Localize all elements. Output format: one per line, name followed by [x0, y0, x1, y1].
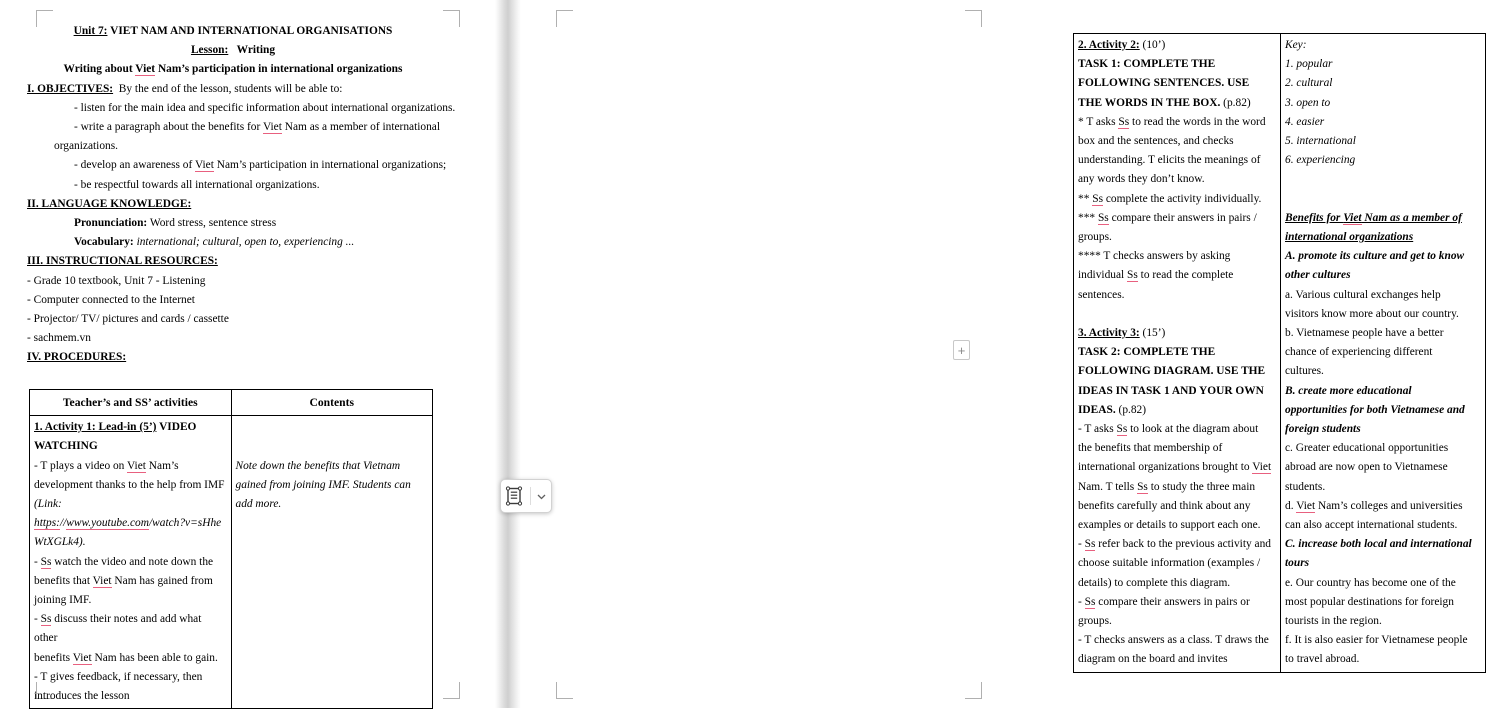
spellcheck-url-2: www.youtube.com [66, 517, 149, 530]
layout-options-widget[interactable] [500, 479, 552, 513]
spellcheck-viet-3: Viet [194, 159, 214, 172]
activity3-line-8: choose suitable information (examples / [1078, 557, 1261, 570]
activity2-line-10: sentences. [1078, 288, 1125, 301]
crop-mark-bottom-right-2 [965, 682, 982, 699]
objective-item-4: - be respectful towards all international organizations. [74, 178, 320, 191]
title3-part-c: Nam’s participation in international organizations [155, 63, 403, 76]
lesson-procedures-table-left[interactable] [29, 389, 433, 709]
task2-heading-line-1: TASK 2: COMPLETE THE [1078, 346, 1216, 359]
spellcheck-viet-9: Viet [1296, 499, 1316, 512]
spellcheck-ss-7: Ss [1116, 423, 1128, 436]
contents-line-2: gained from joining IMF. Students can [235, 478, 411, 491]
benefit-b-label-line-1: B. create more educational [1285, 384, 1412, 397]
title3-part-a: Writing about [63, 63, 136, 76]
activity1-line-2: development thanks to the help from IMF [34, 478, 225, 491]
objective-item-3: - develop an awareness of Viet Nam’s participation in international organizations; [74, 159, 447, 172]
page-break-gap [495, 0, 521, 708]
activity2-title [1078, 36, 1276, 55]
activity1-line-8: joining IMF. [34, 594, 92, 607]
benefit-b-label-line-2: opportunities for both Vietnamese and [1285, 403, 1465, 416]
activity1-title [34, 418, 227, 437]
resource-item-2: - Computer connected to the Internet [27, 293, 195, 306]
task2-heading-line-4 [1078, 401, 1276, 420]
spellcheck-ss-2: Ss [40, 613, 52, 626]
activity3-line-7: - Ss refer back to the previous activity and [1078, 538, 1271, 551]
document-page-left [0, 0, 495, 708]
task1-heading-line-1: TASK 1: COMPLETE THE [1078, 58, 1216, 71]
document-title-line-2 [27, 41, 439, 60]
objective-item-2: - write a paragraph about the benefits for Viet Nam as a member of international [74, 121, 441, 134]
spellcheck-viet-5: Viet [92, 574, 112, 587]
spellcheck-ss-3: Ss [1118, 115, 1130, 128]
task2-heading-line-2: FOLLOWING DIAGRAM. USE THE [1078, 365, 1266, 378]
procedures-heading: IV. PROCEDURES: [27, 351, 127, 364]
task2-heading-line-3: IDEAS IN TASK 1 AND YOUR OWN [1078, 384, 1264, 397]
activity3-line-4: Nam. T tells Ss to study the three main [1078, 480, 1256, 493]
activity1-video-link[interactable]: https://www.youtube.com/watch?v=sHhe [34, 517, 222, 530]
crop-mark-top-left-2 [556, 10, 573, 27]
task2-heading-line-4-bold: IDEAS. [1078, 403, 1116, 416]
spellcheck-ss-6: Ss [1127, 269, 1138, 282]
activity3-line-10: - Ss compare their answers in pairs or [1078, 595, 1250, 608]
benefits-heading-line-2: international organizations [1285, 231, 1414, 243]
document-page-right [521, 0, 1472, 708]
benefit-c-label-line-2: tours [1285, 557, 1310, 570]
document-unit-label: Unit 7: [73, 25, 108, 37]
activity3-line-11: groups. [1078, 615, 1112, 628]
activity3-line-13: diagram on the board and invites [1078, 653, 1228, 666]
crop-mark-bottom-right [443, 682, 460, 699]
resource-item-3: - Projector/ TV/ pictures and cards / cassette [27, 313, 229, 326]
pronunciation-value: Word stress, sentence stress [149, 217, 277, 230]
activity2-line-7: groups. [1078, 231, 1112, 244]
activity2-line-8: **** T checks answers by asking [1078, 250, 1231, 263]
key-answer-5: 5. international [1285, 135, 1356, 148]
activity1-title-underlined: 1. Activity 1: Lead-in (5’) [34, 421, 157, 434]
benefit-a-detail-1: a. Various cultural exchanges help [1285, 288, 1441, 301]
benefit-a-label-line-1: A. promote its culture and get to know [1285, 250, 1465, 263]
task2-page-ref: (p.82) [1115, 403, 1147, 416]
spellcheck-ss-8: Ss [1137, 480, 1148, 493]
benefit-b-label-line-3: foreign students [1285, 423, 1361, 436]
activity2-3-cell[interactable] [1074, 34, 1281, 673]
vocabulary-row [27, 233, 439, 252]
spellcheck-ss-1: Ss [40, 555, 52, 568]
chevron-down-icon[interactable] [536, 491, 549, 502]
lesson-plan-header-block [27, 22, 456, 368]
benefit-b-detail-5: can also accept international students. [1285, 519, 1458, 532]
table-header-row [30, 390, 433, 416]
spellcheck-viet-7: Viet [1252, 461, 1272, 474]
activity2-line-3: understanding. T elicits the meanings of [1078, 154, 1261, 167]
benefit-a-detail-5: cultures. [1285, 365, 1324, 378]
task1-page-ref: (p.82) [1220, 96, 1251, 109]
vocabulary-label: Vocabulary: [74, 236, 134, 249]
activity2-title-rest: (10’) [1139, 39, 1166, 51]
key-answer-6: 6. experiencing [1285, 154, 1356, 167]
benefit-a-detail-4: chance of experiencing different [1285, 346, 1433, 359]
column-header-activities: Teacher’s and SS’ activities [30, 390, 232, 416]
spellcheck-viet-4: Viet [127, 459, 146, 472]
activity3-line-2: the benefits that membership of [1078, 442, 1223, 455]
layout-options-icon[interactable] [503, 485, 525, 507]
activity3-line-3: international organizations brought to Viet [1078, 461, 1272, 474]
benefit-b-detail-4: d. Viet Nam’s colleges and universities [1285, 499, 1463, 512]
crop-mark-bottom-left-2 [556, 682, 573, 699]
benefit-b-detail-2: abroad are now open to Vietnamese [1285, 461, 1448, 474]
instructional-resources-heading: III. INSTRUCTIONAL RESOURCES: [27, 255, 218, 268]
objective-item-2-cont: organizations. [54, 140, 119, 153]
benefit-b-detail-3: students. [1285, 480, 1326, 493]
activity3-line-12: - T checks answers as a class. T draws the [1078, 634, 1269, 647]
crop-mark-top-right-2 [965, 10, 982, 27]
key-answer-2: 2. cultural [1285, 77, 1333, 90]
table-row [30, 416, 433, 709]
resource-item-4: - sachmem.vn [27, 332, 91, 345]
task1-heading-line-3-bold: THE WORDS IN THE BOX. [1078, 96, 1221, 109]
activity3-title-rest: (15’) [1139, 327, 1166, 340]
spellcheck-viet-6: Viet [72, 651, 92, 664]
activity1-line-1: - T plays a video on Viet Nam’s [34, 459, 179, 472]
benefit-c-label-line-1: C. increase both local and international [1285, 538, 1472, 551]
widget-divider [530, 487, 531, 505]
activity2-line-1: * T asks Ss to read the words in the word [1078, 115, 1266, 128]
key-answer-1: 1. popular [1285, 58, 1333, 71]
table-row [1074, 34, 1486, 673]
contents-line-3: add more. [235, 497, 282, 510]
benefit-b-detail-1: c. Greater educational opportunities [1285, 442, 1449, 455]
key-answer-4: 4. easier [1285, 115, 1325, 128]
activity-gap-spacer [1078, 305, 1276, 324]
activity1-line-6: - Ss watch the video and note down the [34, 555, 214, 568]
spellcheck-url-1: https: [34, 517, 60, 530]
document-title-line-3 [27, 60, 439, 79]
activity3-line-6: examples or details to support each one. [1078, 519, 1261, 532]
objectives-heading: I. OBJECTIVES: [27, 82, 114, 95]
pronunciation-label: Pronunciation: [74, 217, 148, 230]
task1-heading-line-2: FOLLOWING SENTENCES. USE [1078, 77, 1250, 90]
key-and-benefits-cell[interactable] [1281, 34, 1486, 673]
table-insert-plus-button[interactable]: + [953, 340, 970, 360]
activity1-line-12: introduces the lesson [34, 690, 130, 703]
key-benefits-spacer-1 [1285, 170, 1481, 189]
activity1-cell[interactable] [30, 416, 232, 709]
activity1-line-10: benefits Viet Nam has been able to gain. [34, 651, 218, 664]
task1-heading-line-3 [1078, 94, 1276, 113]
benefit-c-detail-5: to travel abroad. [1285, 653, 1360, 666]
activity3-line-9: details) to complete this diagram. [1078, 576, 1231, 589]
activity1-title-rest: VIDEO [156, 421, 197, 434]
key-answer-3: 3. open to [1285, 96, 1331, 109]
spellcheck-ss-9: Ss [1084, 538, 1096, 551]
activity1-title-line2: WATCHING [34, 440, 98, 453]
benefits-heading-line-1: Benefits for Viet Nam as a member of [1285, 211, 1462, 224]
activity1-line-11: - T gives feedback, if necessary, then [34, 670, 203, 683]
activity3-title [1078, 324, 1276, 343]
document-title-main: VIET NAM AND INTERNATIONAL ORGANISATIONS [107, 25, 393, 37]
spellcheck-ss-10: Ss [1084, 595, 1096, 608]
activity2-line-5: ** Ss complete the activity individually. [1078, 192, 1262, 205]
spellcheck-viet-1: Viet [135, 63, 156, 76]
activity1-line-7: benefits that Viet Nam has gained from [34, 574, 213, 587]
benefit-c-detail-4: f. It is also easier for Vietnamese people [1285, 634, 1468, 647]
activity2-line-6: *** Ss compare their answers in pairs / [1078, 211, 1257, 224]
activity2-line-9: individual Ss to read the complete [1078, 269, 1234, 282]
benefit-a-label-line-2: other cultures [1285, 269, 1351, 282]
key-label: Key: [1285, 39, 1307, 51]
activity3-line-5: benefits carefully and think about any [1078, 499, 1251, 512]
activity1-line-3: (Link: [34, 498, 62, 511]
contents-spacer-2 [236, 437, 429, 456]
vocabulary-value: international; cultural, open to, experiencing ... [136, 236, 355, 249]
lesson-value: Writing [236, 44, 276, 57]
benefit-c-detail-2: most popular destinations for foreign [1285, 595, 1454, 608]
contents-cell[interactable] [231, 416, 433, 709]
objectives-lead: By the end of the lesson, students will be able to: [118, 82, 343, 95]
pronunciation-row [27, 214, 439, 233]
crop-mark-top-right [443, 10, 460, 27]
key-benefits-spacer-2 [1285, 190, 1481, 209]
document-title-line-1 [27, 22, 439, 41]
language-knowledge-heading: II. LANGUAGE KNOWLEDGE: [27, 197, 192, 210]
contents-spacer-1 [236, 418, 429, 437]
objective-item-1: - listen for the main idea and specific information about international organizations. [74, 101, 456, 114]
activity3-line-1: - T asks Ss to look at the diagram about [1078, 423, 1259, 436]
activity2-title-underlined: 2. Activity 2: [1078, 39, 1140, 51]
lesson-procedures-table-right[interactable] [1073, 33, 1486, 673]
spellcheck-ss-4: Ss [1092, 192, 1104, 205]
spellcheck-viet-8: Viet [1343, 211, 1362, 224]
benefit-a-detail-2: visitors know more about our country. [1285, 307, 1459, 320]
benefit-a-detail-3: b. Vietnamese people have a better [1285, 327, 1444, 340]
activity2-line-2: box and the sentences, and checks [1078, 135, 1234, 148]
objectives-heading-row [27, 80, 439, 99]
activity3-title-underlined: 3. Activity 3: [1078, 327, 1140, 340]
lesson-label: Lesson: [190, 44, 229, 57]
contents-line-1: Note down the benefits that Vietnam [235, 459, 401, 472]
activity1-line-9: - Ss discuss their notes and add what other [34, 613, 202, 645]
benefit-c-detail-1: e. Our country has become one of the [1285, 576, 1456, 589]
spellcheck-ss-5: Ss [1097, 211, 1109, 224]
benefit-c-detail-3: tourists in the region. [1285, 615, 1382, 628]
activity1-video-link-cont: WtXGLk4). [34, 536, 86, 549]
column-header-contents: Contents [231, 390, 433, 416]
resource-item-1: - Grade 10 textbook, Unit 7 - Listening [27, 274, 206, 287]
activity2-line-4: any words they don’t know. [1078, 173, 1205, 186]
spellcheck-viet-2: Viet [262, 121, 282, 134]
